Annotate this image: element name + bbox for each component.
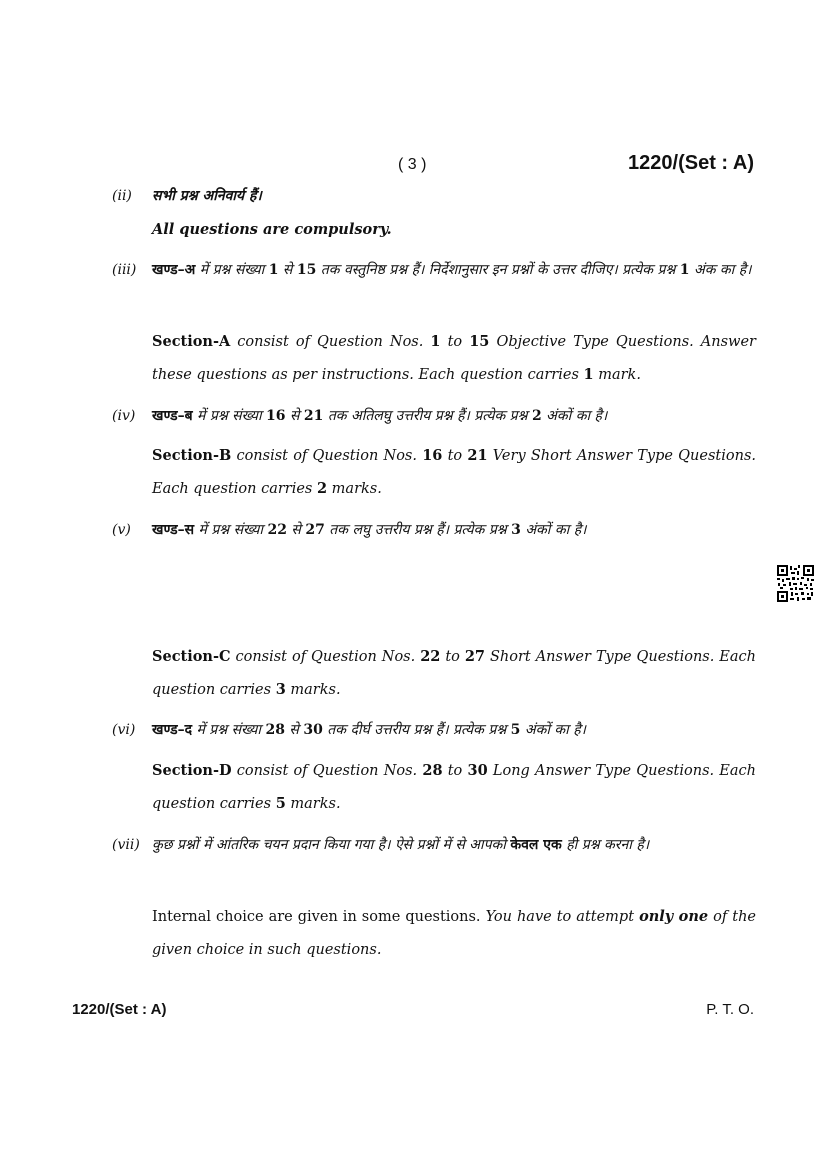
instruction-hindi <box>152 714 756 746</box>
text-segment: अंकों का है। <box>541 408 608 424</box>
emphasis-text: केवल एक <box>510 837 562 853</box>
text-segment: से <box>284 722 304 738</box>
text-segment: Objective Type Questions. Answer these questions as per instructions. Each question carries <box>152 334 756 383</box>
section-name: Section-D <box>152 762 232 779</box>
text-segment: अंकों का है। <box>520 722 586 738</box>
item-number: (iii) <box>112 262 137 278</box>
item-number: (vii) <box>112 837 140 853</box>
text-segment: तक लघु उत्तरीय प्रश्न हैं। प्रत्येक प्रश्न <box>324 522 512 538</box>
marks-value: 2 <box>316 479 328 497</box>
question-number: 15 <box>296 262 317 278</box>
paper-code-footer: 1220/(Set : A) <box>72 1001 167 1018</box>
text-segment: Very Short Answer Type Questions. Each question carries <box>152 448 756 497</box>
text-segment: तक अतिलघु उत्तरीय प्रश्न हैं। प्रत्येक प्रश्न <box>323 408 532 424</box>
text-segment: of the given choice in such questions. <box>152 909 756 958</box>
text-segment: Internal choice are given in some questions. <box>152 909 486 925</box>
question-number: 21 <box>303 408 324 424</box>
question-number: 30 <box>467 762 488 779</box>
question-number: 16 <box>266 408 286 424</box>
text-segment: में प्रश्न संख्या <box>195 262 269 278</box>
paper-code-header: 1220/(Set : A) <box>628 152 754 174</box>
question-number: 21 <box>467 447 488 464</box>
text-segment: mark. <box>593 366 641 383</box>
section-name: खण्ड–ब <box>152 408 193 424</box>
text-segment: marks. <box>285 795 341 812</box>
instruction-hindi <box>152 829 756 861</box>
instruction-english <box>152 641 756 706</box>
pto-label: P. T. O. <box>706 1001 754 1018</box>
text-segment: में प्रश्न संख्या <box>192 722 266 738</box>
question-number: 28 <box>265 722 285 738</box>
text-segment: consist of Question Nos. <box>230 334 431 350</box>
question-number: 15 <box>469 333 490 350</box>
instruction-english <box>152 440 756 505</box>
question-number: 27 <box>464 648 486 665</box>
question-number: 27 <box>305 522 325 538</box>
marks-value: 5 <box>510 722 521 738</box>
question-number: 22 <box>267 522 287 538</box>
item-number: (ii) <box>112 188 132 204</box>
instruction-hindi <box>152 254 756 286</box>
text-segment: अंकों का है। <box>520 522 587 538</box>
text-segment: consist of Question Nos. <box>231 448 423 464</box>
section-name: Section-B <box>152 447 232 464</box>
item-number: (iv) <box>112 408 136 424</box>
question-number: 30 <box>303 722 323 738</box>
qr-code-icon <box>777 565 814 602</box>
text-segment: तक वस्तुनिष्ठ प्रश्न हैं। निर्देशानुसार इन प्रश्नों के उत्तर दीजिए। प्रत्येक प्रश्न <box>316 262 680 278</box>
text-segment: consist of Question Nos. <box>231 763 423 779</box>
section-name: खण्ड–स <box>152 522 195 538</box>
text-segment: Short Answer Type Questions. Each question carries <box>152 649 756 698</box>
question-number: 16 <box>422 447 443 464</box>
text-segment: consist of Question Nos. <box>230 649 421 665</box>
text-segment: से <box>286 522 306 538</box>
emphasis-text: only one <box>639 908 709 925</box>
text-segment: to <box>440 334 470 350</box>
section-name: Section-C <box>152 648 231 665</box>
text-segment: marks. <box>327 480 382 497</box>
text-segment: to <box>442 448 468 464</box>
text-segment: से <box>278 262 297 278</box>
instruction-hindi: सभी प्रश्न अनिवार्य हैं। <box>152 188 262 204</box>
text-segment: marks. <box>285 681 341 698</box>
instruction-hindi <box>152 400 756 432</box>
instruction-english <box>152 755 756 820</box>
marks-value: 1 <box>679 262 690 278</box>
text-segment: Long Answer Type Questions. Each question carries <box>152 763 756 812</box>
text-segment: में प्रश्न संख्या <box>192 408 267 424</box>
instruction-english <box>152 901 756 966</box>
text-segment: अंक का है। <box>689 262 752 278</box>
text-segment: से <box>285 408 304 424</box>
question-number: 22 <box>420 648 441 665</box>
marks-value: 3 <box>511 522 521 538</box>
instruction-english <box>152 326 756 391</box>
item-number: (v) <box>112 522 131 538</box>
section-name: Section-A <box>152 333 231 350</box>
text-segment: कुछ प्रश्नों में आंतरिक चयन प्रदान किया गया है। ऐसे प्रश्नों में से आपको <box>152 837 511 853</box>
marks-value: 3 <box>275 680 286 698</box>
text-segment: ही प्रश्न करना है। <box>561 837 650 853</box>
text-segment: में प्रश्न संख्या <box>194 522 268 538</box>
question-number: 1 <box>268 262 279 278</box>
section-name: खण्ड–द <box>152 722 193 738</box>
text-segment: to <box>440 649 465 665</box>
instruction-english: All questions are compulsory. <box>152 221 392 238</box>
text-segment: to <box>442 763 468 779</box>
question-number: 28 <box>422 762 443 779</box>
marks-value: 5 <box>275 794 286 812</box>
page-number: ( 3 ) <box>398 156 427 173</box>
marks-value: 1 <box>583 365 594 383</box>
text-segment: You have to attempt <box>485 909 640 925</box>
text-segment: तक दीर्घ उत्तरीय प्रश्न हैं। प्रत्येक प्रश्न <box>322 722 511 738</box>
section-name: खण्ड–अ <box>152 262 196 278</box>
question-number: 1 <box>430 333 441 350</box>
marks-value: 2 <box>531 408 542 424</box>
item-number: (vi) <box>112 722 136 738</box>
instruction-hindi <box>152 514 756 546</box>
